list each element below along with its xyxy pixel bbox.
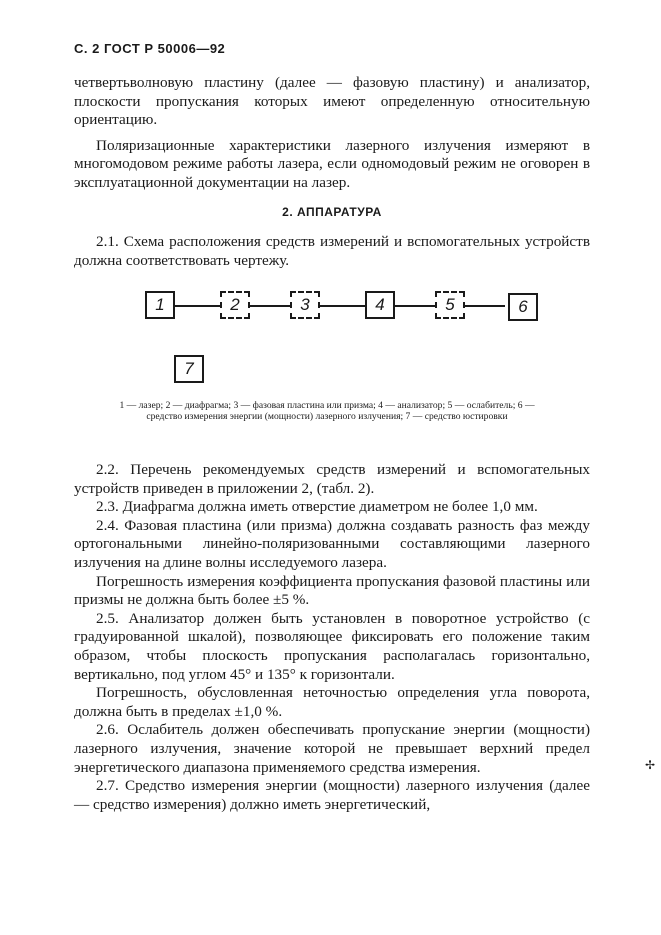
block-diaphragm: 2 <box>220 291 250 319</box>
section-heading: 2. АППАРАТУРА <box>282 205 382 219</box>
paragraph-2-3: 2.3. Диафрагма должна иметь отверстие диаметром не более 1,0 мм. <box>96 498 538 516</box>
block-phase-plate: 3 <box>290 291 320 319</box>
paragraph-2-6: 2.6. Ослабитель должен обеспечивать пропускание энергии (мощности) лазерного излучения, значение которой не превышает верхний предел энергетического диапазона применяемого средства измерения. <box>74 721 590 776</box>
paragraph-intro-1: четвертьволновую пластину (далее — фазовую пластину) и анализатор, плоскости пропускания которых имеют определенную относительную ориентацию. <box>74 74 590 129</box>
paragraph-2-1: 2.1. Схема расположения средств измерений и вспомогательных устройств должна соответствовать чертежу. <box>74 233 590 269</box>
intro-text <box>74 74 590 193</box>
paragraph-2-5: 2.5. Анализатор должен быть установлен в поворотное устройство (с градуированной шкалой), позволяющее фиксировать его положение таким образом, чтобы плоскость пропускания располагалась горизонтально, вертикально, под углом 45° и 135° к горизонтали. <box>74 609 590 683</box>
block-laser: 1 <box>145 291 175 319</box>
paragraph-2-5-accuracy: Погрешность, обусловленная неточностью определения угла поворота, должна быть в пределах ±1,0 %. <box>74 684 590 720</box>
sections-2-2-to-2-7 <box>74 461 590 814</box>
connector-line <box>320 305 365 307</box>
paragraph-2-7: 2.7. Средство измерения энергии (мощности) лазерного излучения (далее — средство измерения) должно иметь энергетический, <box>74 777 590 813</box>
connector-line <box>465 305 505 307</box>
section-2-1 <box>74 233 590 270</box>
margin-mark: ✢ <box>645 758 656 772</box>
paragraph-2-2: 2.2. Перечень рекомендуемых средств измерений и вспомогательных устройств приведен в приложении 2, (табл. 2). <box>74 461 590 497</box>
figure-caption: 1 — лазер; 2 — диафрагма; 3 — фазовая пластина или призма; 4 — анализатор; 5 — ослабитель; 6 — средство измерения энергии (мощности) лазерного излучения; 7 — средство юстировки <box>119 400 535 422</box>
block-alignment-tool: 7 <box>174 355 204 383</box>
block-analyzer: 4 <box>365 291 395 319</box>
connector-line <box>175 305 220 307</box>
page-header: С. 2 ГОСТ Р 50006—92 <box>74 41 226 56</box>
paragraph-intro-2: Поляризационные характеристики лазерного излучения измеряют в многомодовом режиме работы лазера, если одномодовый режим не оговорен в эксплуатационной документации на лазер. <box>74 136 590 191</box>
connector-line <box>250 305 290 307</box>
block-attenuator: 5 <box>435 291 465 319</box>
block-energy-meter: 6 <box>508 293 538 321</box>
connector-line <box>395 305 435 307</box>
apparatus-diagram <box>120 285 560 395</box>
paragraph-2-4-accuracy: Погрешность измерения коэффициента пропускания фазовой пластины или призмы не должна быть более ±5 %. <box>74 572 590 609</box>
paragraph-2-4: 2.4. Фазовая пластина (или призма) должна создавать разность фаз между ортогональными линейно-поляризованными составляющими лазерного излучения на длине волны исследуемого лазера. <box>74 516 590 571</box>
